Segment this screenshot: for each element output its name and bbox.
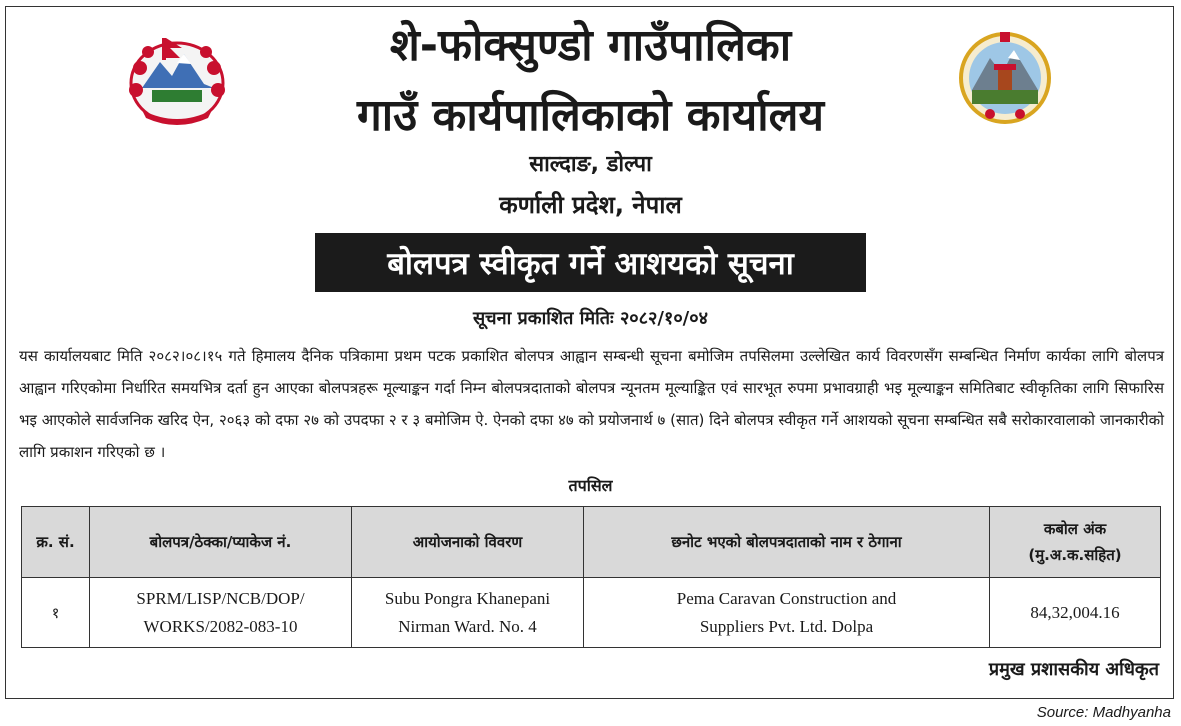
office-province: कर्णाली प्रदेश, नेपाल xyxy=(499,191,682,219)
cell-sn: १ xyxy=(22,578,90,648)
cell-project-line1: Subu Pongra Khanepani xyxy=(384,588,551,608)
municipality-name: शे-फोक्सुण्डो गाउँपालिका xyxy=(389,20,792,71)
cell-amount: 84,32,004.16 xyxy=(990,578,1161,648)
cell-bidder-line1: Pema Caravan Construction and xyxy=(676,588,897,608)
notice-title-banner: बोलपत्र स्वीकृत गर्ने आशयको सूचना xyxy=(315,233,866,292)
col-header-package: बोलपत्र/ठेक्का/प्याकेज नं. xyxy=(90,507,352,578)
col-header-sn: क्र. सं. xyxy=(22,507,90,578)
col-header-bidder: छनोट भएको बोलपत्रदाताको नाम र ठेगाना xyxy=(584,507,990,578)
details-caption: तपसिल xyxy=(568,476,613,495)
publish-date: सूचना प्रकाशित मितिः २०८२/१०/०४ xyxy=(473,308,708,329)
bid-details-table xyxy=(21,506,1161,648)
office-location: साल्दाङ, डोल्पा xyxy=(529,152,652,177)
cell-project xyxy=(352,578,584,648)
col-header-project: आयोजनाको विवरण xyxy=(352,507,584,578)
table-header-row xyxy=(22,507,1161,578)
cell-bidder xyxy=(584,578,990,648)
notice-body: यस कार्यालयबाट मिति २०८२।०८।१५ गते हिमालय दैनिक पत्रिकामा प्रथम पटक प्रकाशित बोलपत्र आह्वान सम्बन्धी सूचना बमोजिम तपसिलमा उल्लेखित कार्य विवरणसँग सम्बन्धित निर्माण कार्यका लागि बोलपत्र आह्वान गरिएकोमा निर्धारित समयभित्र दर्ता हुन आएका बोलपत्रहरू मूल्याङ्कन गर्दा निम्न बोलपत्रदाताको बोलपत्र न्यूनतम मूल्याङ्कित एवं सारभूत रुपमा प्रभावग्राही भइ मूल्याङ्कन समितिबाट स्वीकृतिका लागि सिफारिस भइ आएकोले सार्वजनिक खरिद ऐन, २०६३ को दफा २७ को उपदफा २ र ३ बमोजिम ऐ. ऐनको दफा ४७ को प्रयोजनार्थ ७ (सात) दिने बोलपत्र स्वीकृत गर्ने आशयको सूचना सम्बन्धित सबै सरोकारवालाको जानकारीको लागि प्रकाशन गरिएको छ । xyxy=(19,347,1164,461)
source-credit: Source: Madhyanha xyxy=(1036,704,1171,721)
cell-package-line2: WORKS/2082-083-10 xyxy=(143,616,298,636)
col-header-amount-note: (मु.अ.क.सहित) xyxy=(1028,546,1122,564)
office-name: गाउँ कार्यपालिकाको कार्यालय xyxy=(356,90,825,141)
col-header-amount-label: कबोल अंक xyxy=(1043,520,1107,538)
cell-package xyxy=(90,578,352,648)
signatory-title: प्रमुख प्रशासकीय अधिकृत xyxy=(988,659,1159,680)
col-header-amount xyxy=(990,507,1161,578)
cell-package-line1: SPRM/LISP/NCB/DOP/ xyxy=(136,588,305,608)
cell-project-line2: Nirman Ward. No. 4 xyxy=(398,616,537,636)
table-row xyxy=(22,578,1161,648)
cell-bidder-line2: Suppliers Pvt. Ltd. Dolpa xyxy=(699,616,874,636)
